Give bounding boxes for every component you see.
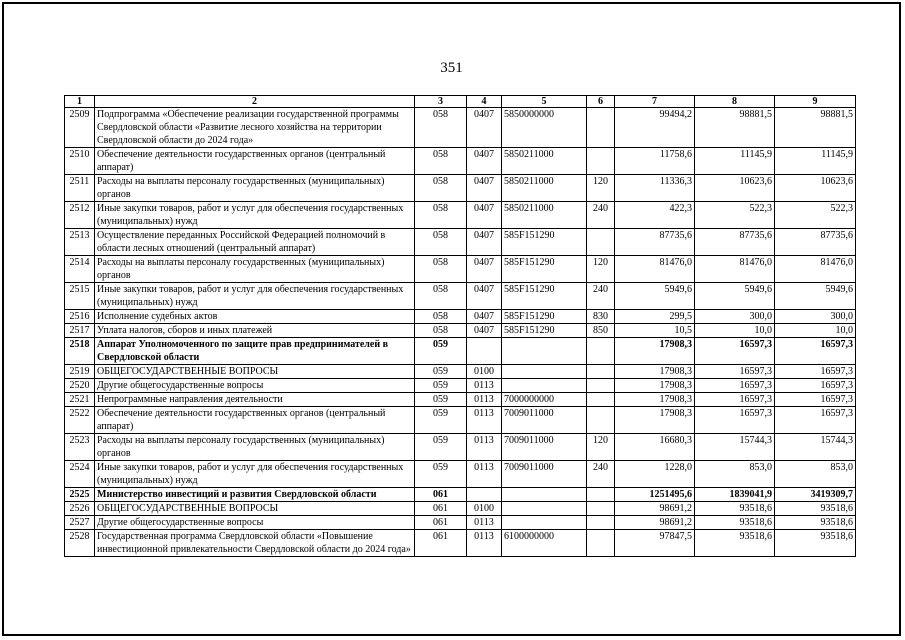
table-body bbox=[65, 108, 856, 557]
expense-type-cell bbox=[587, 393, 615, 407]
amount-col7-cell: 87735,6 bbox=[615, 229, 695, 256]
amount-col8-cell: 16597,3 bbox=[695, 365, 775, 379]
row-name-cell: Осуществление переданных Российской Федерацией полномочий в области лесных отношений (центральный аппарат) bbox=[95, 229, 415, 256]
table-row bbox=[65, 256, 856, 283]
table-row bbox=[65, 324, 856, 338]
section-code-cell: 0113 bbox=[467, 530, 502, 557]
page-number: 351 bbox=[440, 60, 463, 76]
admin-code-cell: 061 bbox=[415, 530, 467, 557]
section-code-cell: 0113 bbox=[467, 434, 502, 461]
document-page bbox=[2, 2, 901, 636]
target-article-cell bbox=[502, 488, 587, 502]
section-code-cell bbox=[467, 488, 502, 502]
row-number-cell: 2519 bbox=[65, 365, 95, 379]
amount-col8-cell: 87735,6 bbox=[695, 229, 775, 256]
admin-code-cell: 059 bbox=[415, 338, 467, 365]
row-name-cell: Расходы на выплаты персоналу государственных (муниципальных) органов bbox=[95, 434, 415, 461]
row-number-cell: 2512 bbox=[65, 202, 95, 229]
header-cell: 7 bbox=[615, 96, 695, 108]
table-row bbox=[65, 338, 856, 365]
amount-col9-cell: 81476,0 bbox=[775, 256, 856, 283]
budget-table bbox=[64, 95, 856, 557]
table-row bbox=[65, 407, 856, 434]
amount-col7-cell: 98691,2 bbox=[615, 516, 695, 530]
expense-type-cell: 120 bbox=[587, 434, 615, 461]
section-code-cell: 0113 bbox=[467, 461, 502, 488]
table-row bbox=[65, 175, 856, 202]
amount-col8-cell: 522,3 bbox=[695, 202, 775, 229]
table-row bbox=[65, 148, 856, 175]
amount-col9-cell: 93518,6 bbox=[775, 516, 856, 530]
section-code-cell: 0407 bbox=[467, 202, 502, 229]
section-code-cell: 0113 bbox=[467, 393, 502, 407]
table-row bbox=[65, 502, 856, 516]
row-name-cell: Расходы на выплаты персоналу государственных (муниципальных) органов bbox=[95, 175, 415, 202]
amount-col7-cell: 17908,3 bbox=[615, 407, 695, 434]
section-code-cell: 0407 bbox=[467, 310, 502, 324]
header-cell: 3 bbox=[415, 96, 467, 108]
admin-code-cell: 058 bbox=[415, 324, 467, 338]
admin-code-cell: 058 bbox=[415, 108, 467, 148]
table-row bbox=[65, 202, 856, 229]
target-article-cell bbox=[502, 338, 587, 365]
header-cell: 5 bbox=[502, 96, 587, 108]
amount-col9-cell: 15744,3 bbox=[775, 434, 856, 461]
admin-code-cell: 058 bbox=[415, 229, 467, 256]
admin-code-cell: 059 bbox=[415, 461, 467, 488]
table-row bbox=[65, 434, 856, 461]
amount-col7-cell: 17908,3 bbox=[615, 338, 695, 365]
amount-col9-cell: 5949,6 bbox=[775, 283, 856, 310]
admin-code-cell: 058 bbox=[415, 283, 467, 310]
admin-code-cell: 059 bbox=[415, 407, 467, 434]
row-name-cell: Иные закупки товаров, работ и услуг для обеспечения государственных (муниципальных) нужд bbox=[95, 461, 415, 488]
target-article-cell: 585F151290 bbox=[502, 283, 587, 310]
row-number-cell: 2510 bbox=[65, 148, 95, 175]
row-name-cell: Иные закупки товаров, работ и услуг для обеспечения государственных (муниципальных) нужд bbox=[95, 202, 415, 229]
expense-type-cell bbox=[587, 379, 615, 393]
amount-col7-cell: 11336,3 bbox=[615, 175, 695, 202]
section-code-cell: 0100 bbox=[467, 502, 502, 516]
table-row bbox=[65, 365, 856, 379]
admin-code-cell: 058 bbox=[415, 175, 467, 202]
amount-col7-cell: 17908,3 bbox=[615, 393, 695, 407]
admin-code-cell: 058 bbox=[415, 256, 467, 283]
row-name-cell: Непрограммные направления деятельности bbox=[95, 393, 415, 407]
table-row bbox=[65, 530, 856, 557]
amount-col7-cell: 1251495,6 bbox=[615, 488, 695, 502]
header-cell: 6 bbox=[587, 96, 615, 108]
row-number-cell: 2526 bbox=[65, 502, 95, 516]
section-code-cell bbox=[467, 338, 502, 365]
table-row bbox=[65, 461, 856, 488]
amount-col8-cell: 10623,6 bbox=[695, 175, 775, 202]
amount-col8-cell: 16597,3 bbox=[695, 393, 775, 407]
expense-type-cell: 240 bbox=[587, 202, 615, 229]
section-code-cell: 0407 bbox=[467, 324, 502, 338]
row-name-cell: ОБЩЕГОСУДАРСТВЕННЫЕ ВОПРОСЫ bbox=[95, 502, 415, 516]
target-article-cell: 585F151290 bbox=[502, 324, 587, 338]
target-article-cell: 5850211000 bbox=[502, 148, 587, 175]
admin-code-cell: 061 bbox=[415, 488, 467, 502]
expense-type-cell bbox=[587, 530, 615, 557]
table-row bbox=[65, 310, 856, 324]
expense-type-cell bbox=[587, 502, 615, 516]
amount-col7-cell: 10,5 bbox=[615, 324, 695, 338]
amount-col9-cell: 16597,3 bbox=[775, 379, 856, 393]
row-number-cell: 2522 bbox=[65, 407, 95, 434]
amount-col8-cell: 93518,6 bbox=[695, 502, 775, 516]
amount-col9-cell: 11145,9 bbox=[775, 148, 856, 175]
amount-col8-cell: 1839041,9 bbox=[695, 488, 775, 502]
amount-col7-cell: 97847,5 bbox=[615, 530, 695, 557]
expense-type-cell: 830 bbox=[587, 310, 615, 324]
admin-code-cell: 058 bbox=[415, 202, 467, 229]
expense-type-cell: 120 bbox=[587, 256, 615, 283]
section-code-cell: 0407 bbox=[467, 256, 502, 283]
amount-col8-cell: 10,0 bbox=[695, 324, 775, 338]
row-name-cell: Обеспечение деятельности государственных органов (центральный аппарат) bbox=[95, 407, 415, 434]
section-code-cell: 0407 bbox=[467, 148, 502, 175]
amount-col7-cell: 299,5 bbox=[615, 310, 695, 324]
header-cell: 4 bbox=[467, 96, 502, 108]
amount-col8-cell: 300,0 bbox=[695, 310, 775, 324]
row-number-cell: 2517 bbox=[65, 324, 95, 338]
expense-type-cell: 240 bbox=[587, 283, 615, 310]
row-name-cell: Аппарат Уполномоченного по защите прав предпринимателей в Свердловской области bbox=[95, 338, 415, 365]
target-article-cell: 585F151290 bbox=[502, 229, 587, 256]
row-number-cell: 2514 bbox=[65, 256, 95, 283]
amount-col9-cell: 10623,6 bbox=[775, 175, 856, 202]
header-cell: 9 bbox=[775, 96, 856, 108]
table-row bbox=[65, 379, 856, 393]
expense-type-cell bbox=[587, 407, 615, 434]
row-name-cell: Расходы на выплаты персоналу государственных (муниципальных) органов bbox=[95, 256, 415, 283]
expense-type-cell bbox=[587, 229, 615, 256]
section-code-cell: 0407 bbox=[467, 175, 502, 202]
admin-code-cell: 059 bbox=[415, 365, 467, 379]
table-row bbox=[65, 108, 856, 148]
header-cell: 2 bbox=[95, 96, 415, 108]
amount-col7-cell: 81476,0 bbox=[615, 256, 695, 283]
amount-col9-cell: 98881,5 bbox=[775, 108, 856, 148]
table-row bbox=[65, 283, 856, 310]
row-name-cell: ОБЩЕГОСУДАРСТВЕННЫЕ ВОПРОСЫ bbox=[95, 365, 415, 379]
expense-type-cell bbox=[587, 365, 615, 379]
amount-col9-cell: 87735,6 bbox=[775, 229, 856, 256]
row-number-cell: 2518 bbox=[65, 338, 95, 365]
target-article-cell: 5850211000 bbox=[502, 202, 587, 229]
amount-col8-cell: 11145,9 bbox=[695, 148, 775, 175]
target-article-cell bbox=[502, 379, 587, 393]
header-cell: 8 bbox=[695, 96, 775, 108]
amount-col9-cell: 93518,6 bbox=[775, 502, 856, 516]
row-name-cell: Другие общегосударственные вопросы bbox=[95, 379, 415, 393]
amount-col8-cell: 16597,3 bbox=[695, 338, 775, 365]
section-code-cell: 0407 bbox=[467, 229, 502, 256]
target-article-cell: 7009011000 bbox=[502, 407, 587, 434]
target-article-cell bbox=[502, 516, 587, 530]
row-name-cell: Другие общегосударственные вопросы bbox=[95, 516, 415, 530]
target-article-cell: 7009011000 bbox=[502, 461, 587, 488]
target-article-cell: 7000000000 bbox=[502, 393, 587, 407]
amount-col8-cell: 93518,6 bbox=[695, 530, 775, 557]
row-number-cell: 2527 bbox=[65, 516, 95, 530]
row-name-cell: Исполнение судебных актов bbox=[95, 310, 415, 324]
amount-col9-cell: 10,0 bbox=[775, 324, 856, 338]
target-article-cell: 585F151290 bbox=[502, 256, 587, 283]
amount-col7-cell: 11758,6 bbox=[615, 148, 695, 175]
amount-col8-cell: 81476,0 bbox=[695, 256, 775, 283]
amount-col9-cell: 16597,3 bbox=[775, 338, 856, 365]
expense-type-cell: 120 bbox=[587, 175, 615, 202]
target-article-cell: 585F151290 bbox=[502, 310, 587, 324]
expense-type-cell bbox=[587, 108, 615, 148]
amount-col8-cell: 15744,3 bbox=[695, 434, 775, 461]
section-code-cell: 0113 bbox=[467, 407, 502, 434]
row-number-cell: 2511 bbox=[65, 175, 95, 202]
row-number-cell: 2509 bbox=[65, 108, 95, 148]
amount-col8-cell: 16597,3 bbox=[695, 407, 775, 434]
expense-type-cell bbox=[587, 338, 615, 365]
amount-col8-cell: 16597,3 bbox=[695, 379, 775, 393]
admin-code-cell: 058 bbox=[415, 310, 467, 324]
row-number-cell: 2513 bbox=[65, 229, 95, 256]
amount-col8-cell: 5949,6 bbox=[695, 283, 775, 310]
row-number-cell: 2528 bbox=[65, 530, 95, 557]
section-code-cell: 0113 bbox=[467, 379, 502, 393]
admin-code-cell: 059 bbox=[415, 379, 467, 393]
admin-code-cell: 059 bbox=[415, 393, 467, 407]
section-code-cell: 0100 bbox=[467, 365, 502, 379]
amount-col9-cell: 16597,3 bbox=[775, 393, 856, 407]
row-number-cell: 2516 bbox=[65, 310, 95, 324]
row-number-cell: 2525 bbox=[65, 488, 95, 502]
amount-col8-cell: 98881,5 bbox=[695, 108, 775, 148]
amount-col9-cell: 16597,3 bbox=[775, 365, 856, 379]
target-article-cell bbox=[502, 365, 587, 379]
amount-col7-cell: 99494,2 bbox=[615, 108, 695, 148]
target-article-cell: 5850000000 bbox=[502, 108, 587, 148]
row-number-cell: 2523 bbox=[65, 434, 95, 461]
target-article-cell: 6100000000 bbox=[502, 530, 587, 557]
target-article-cell: 5850211000 bbox=[502, 175, 587, 202]
amount-col7-cell: 422,3 bbox=[615, 202, 695, 229]
section-code-cell: 0407 bbox=[467, 108, 502, 148]
amount-col9-cell: 3419309,7 bbox=[775, 488, 856, 502]
row-name-cell: Обеспечение деятельности государственных органов (центральный аппарат) bbox=[95, 148, 415, 175]
amount-col9-cell: 522,3 bbox=[775, 202, 856, 229]
expense-type-cell bbox=[587, 148, 615, 175]
amount-col7-cell: 16680,3 bbox=[615, 434, 695, 461]
amount-col9-cell: 853,0 bbox=[775, 461, 856, 488]
row-number-cell: 2520 bbox=[65, 379, 95, 393]
amount-col8-cell: 853,0 bbox=[695, 461, 775, 488]
row-name-cell: Министерство инвестиций и развития Свердловской области bbox=[95, 488, 415, 502]
admin-code-cell: 059 bbox=[415, 434, 467, 461]
row-name-cell: Государственная программа Свердловской области «Повышение инвестиционной привлекательности Свердловской области до 2024 года» bbox=[95, 530, 415, 557]
row-number-cell: 2515 bbox=[65, 283, 95, 310]
expense-type-cell: 850 bbox=[587, 324, 615, 338]
amount-col7-cell: 17908,3 bbox=[615, 365, 695, 379]
amount-col8-cell: 93518,6 bbox=[695, 516, 775, 530]
table-row bbox=[65, 488, 856, 502]
expense-type-cell: 240 bbox=[587, 461, 615, 488]
row-number-cell: 2524 bbox=[65, 461, 95, 488]
table-row bbox=[65, 393, 856, 407]
amount-col9-cell: 300,0 bbox=[775, 310, 856, 324]
admin-code-cell: 058 bbox=[415, 148, 467, 175]
row-name-cell: Подпрограмма «Обеспечение реализации государственной программы Свердловской области «Развитие лесного хозяйства на территории Свердловской области до 2024 года» bbox=[95, 108, 415, 148]
amount-col9-cell: 93518,6 bbox=[775, 530, 856, 557]
row-name-cell: Уплата налогов, сборов и иных платежей bbox=[95, 324, 415, 338]
table-row bbox=[65, 229, 856, 256]
section-code-cell: 0113 bbox=[467, 516, 502, 530]
row-number-cell: 2521 bbox=[65, 393, 95, 407]
admin-code-cell: 061 bbox=[415, 502, 467, 516]
header-cell: 1 bbox=[65, 96, 95, 108]
amount-col7-cell: 98691,2 bbox=[615, 502, 695, 516]
admin-code-cell: 061 bbox=[415, 516, 467, 530]
target-article-cell bbox=[502, 502, 587, 516]
amount-col7-cell: 17908,3 bbox=[615, 379, 695, 393]
amount-col9-cell: 16597,3 bbox=[775, 407, 856, 434]
amount-col7-cell: 1228,0 bbox=[615, 461, 695, 488]
table-row bbox=[65, 516, 856, 530]
expense-type-cell bbox=[587, 516, 615, 530]
section-code-cell: 0407 bbox=[467, 283, 502, 310]
amount-col7-cell: 5949,6 bbox=[615, 283, 695, 310]
table-header-row bbox=[65, 96, 856, 108]
target-article-cell: 7009011000 bbox=[502, 434, 587, 461]
expense-type-cell bbox=[587, 488, 615, 502]
row-name-cell: Иные закупки товаров, работ и услуг для обеспечения государственных (муниципальных) нужд bbox=[95, 283, 415, 310]
